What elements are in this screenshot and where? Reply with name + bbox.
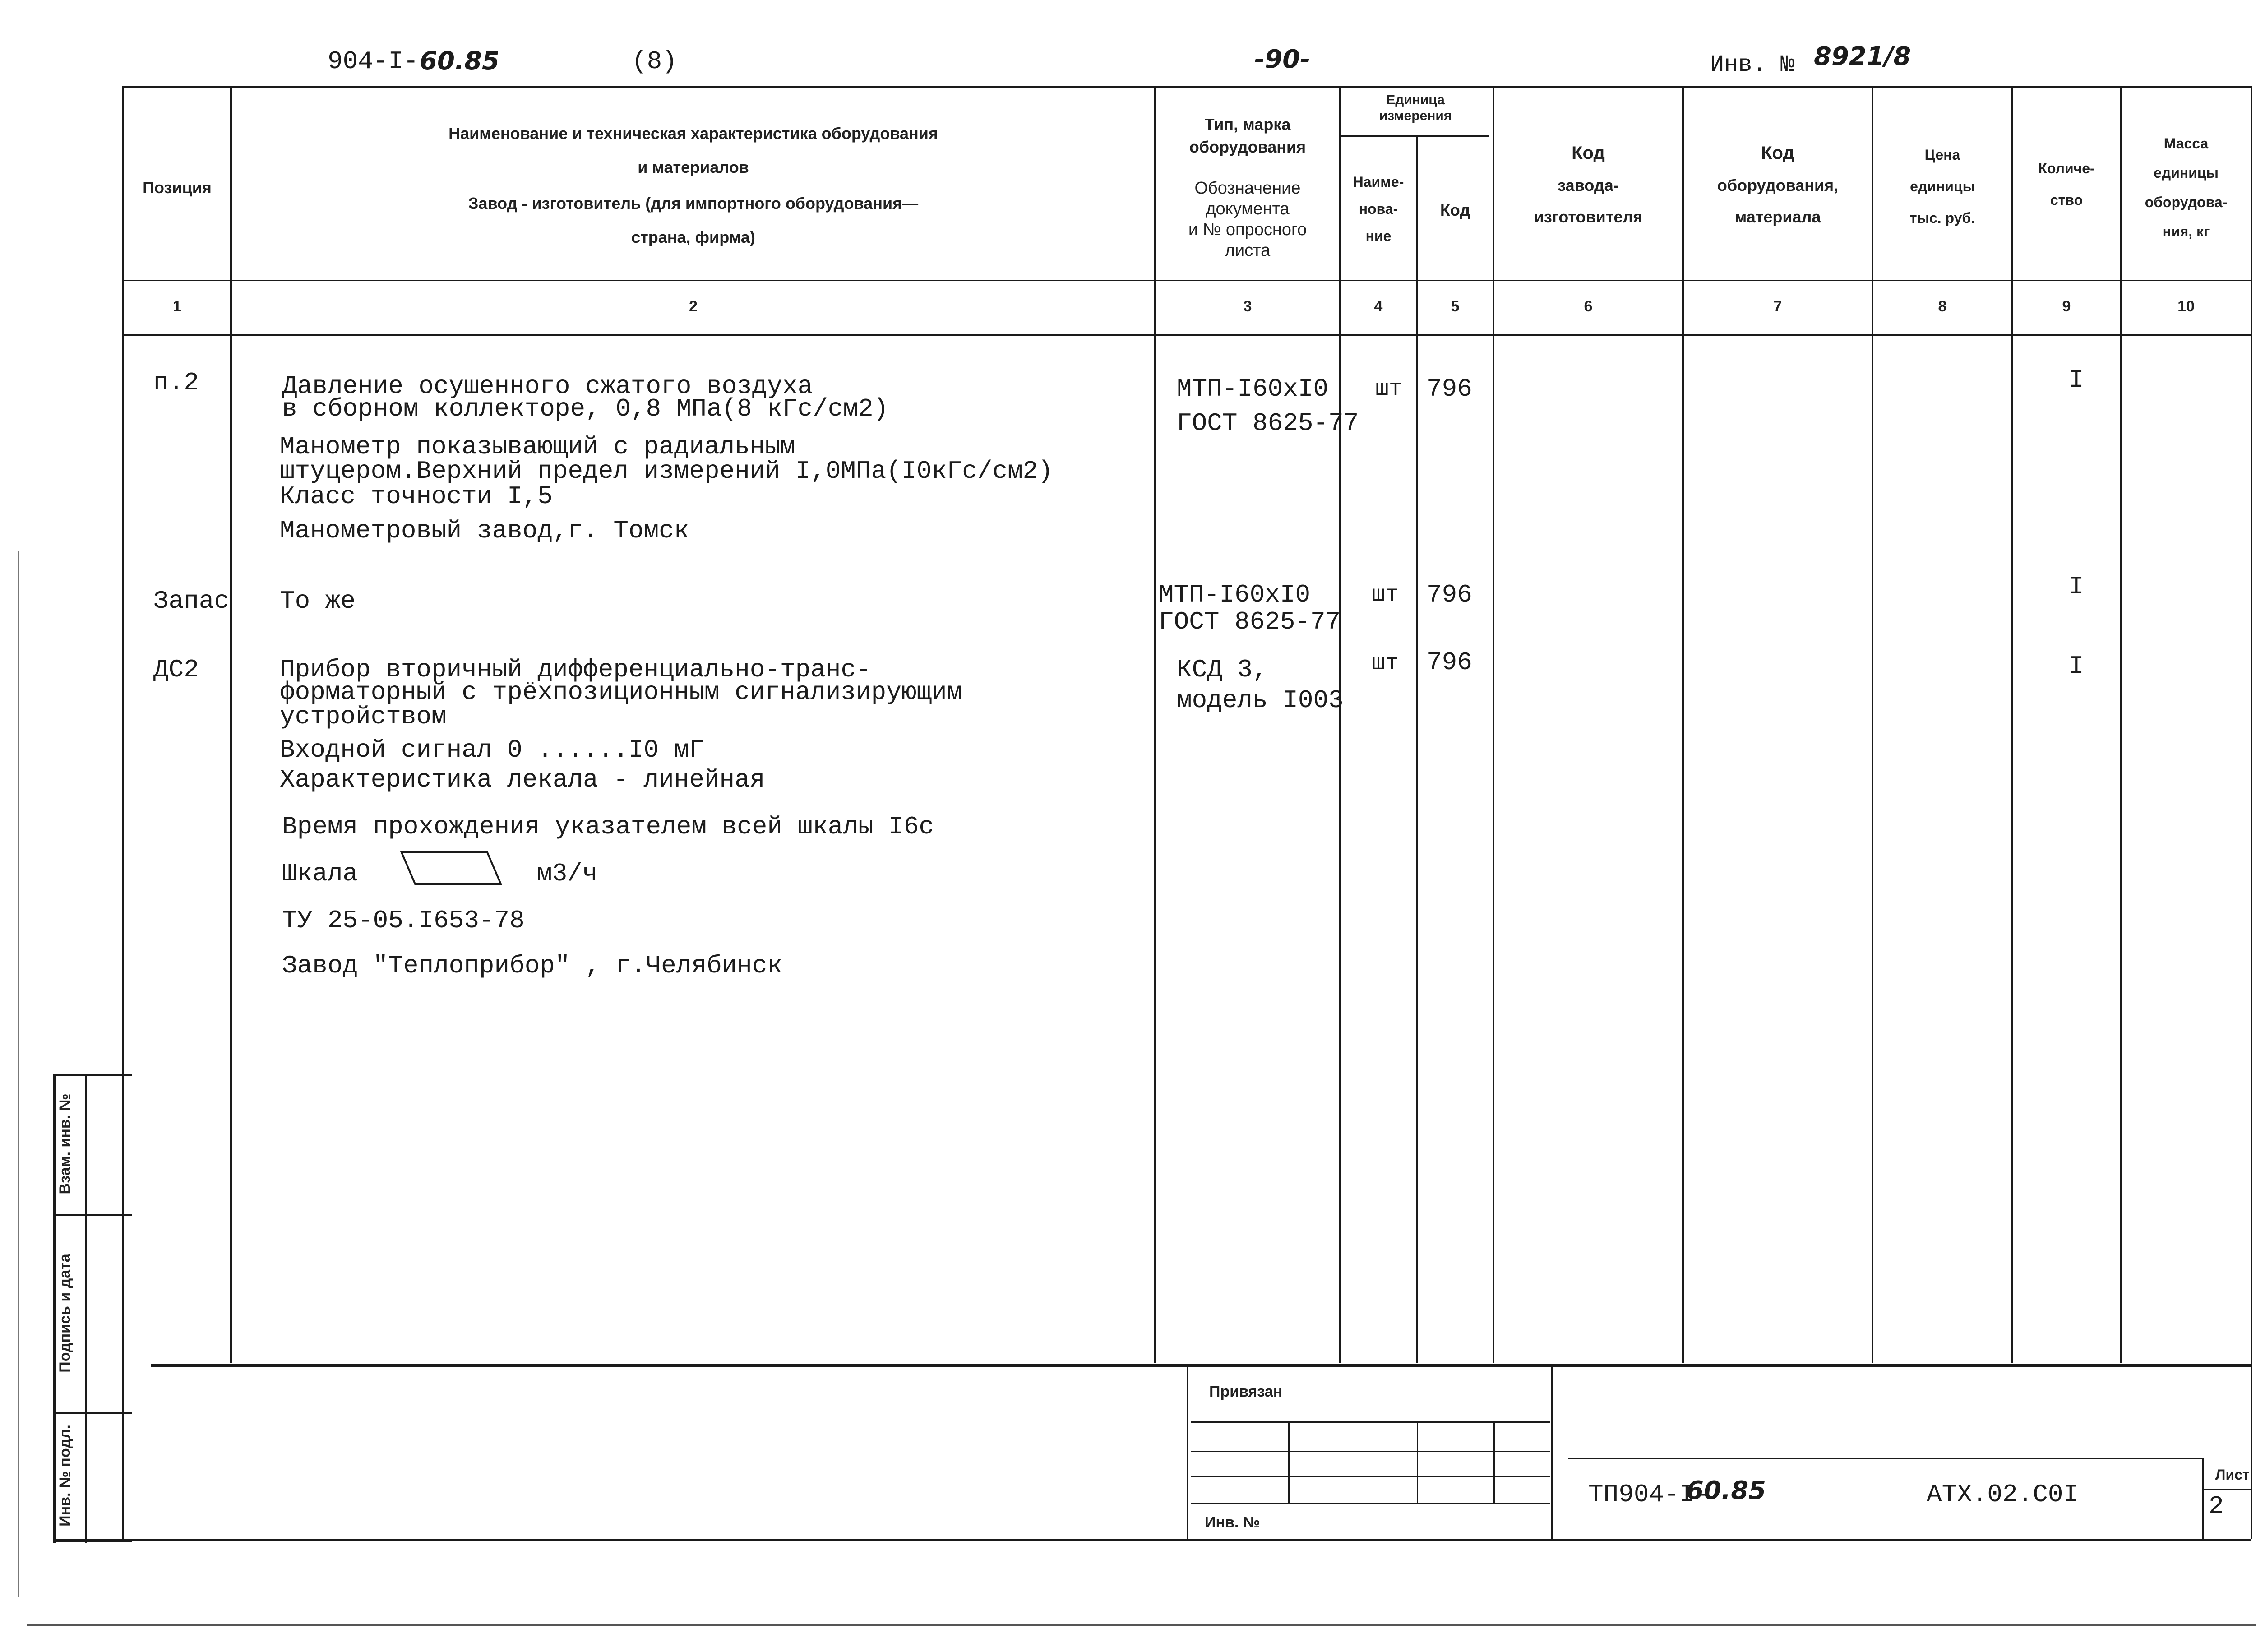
table-top-border xyxy=(122,86,2251,88)
row1-desc-2: в сборном коллекторе, 0,8 МПа(8 кГс/см2) xyxy=(282,394,889,423)
header-plant-l3: изготовителя xyxy=(1534,208,1643,226)
header-mass-l2: единицы xyxy=(2154,165,2219,181)
col-line-2 xyxy=(1154,86,1156,1363)
header-bottom-line xyxy=(122,280,2251,281)
row1-desc-6: Манометровый завод,г. Томск xyxy=(280,516,689,545)
header-name-l1: Наименование и техническая характеристика оборудования xyxy=(448,124,938,143)
binding-line-4 xyxy=(1191,1503,1550,1504)
col-num-8: 8 xyxy=(1938,298,1947,315)
col-num-3: 3 xyxy=(1243,298,1252,315)
col-line-5 xyxy=(1493,86,1494,1363)
sheet-box-left xyxy=(2202,1458,2204,1539)
header-unit-code: Код xyxy=(1440,201,1470,219)
row1-position: п.2 xyxy=(153,368,199,397)
header-unit-l1: Единица xyxy=(1386,93,1445,107)
doc-code-prefix: ТП904-I- xyxy=(1588,1480,1710,1509)
side-label-vzam: Взам. инв. № xyxy=(56,1093,74,1194)
row3-desc-7b: м3/ч xyxy=(537,859,598,888)
title-block-bottom-line xyxy=(53,1539,2251,1541)
side-stamp-outer-line xyxy=(53,1074,56,1543)
header-unit-name-l1: Наиме- xyxy=(1353,174,1404,190)
row1-code: 796 xyxy=(1427,375,1472,403)
row1-desc-5: Класс точности I,5 xyxy=(280,482,553,511)
sheet-label: Лист xyxy=(2215,1467,2250,1483)
table-right-border xyxy=(2251,86,2252,1539)
binding-label: Привязан xyxy=(1209,1383,1283,1400)
title-block-top-line xyxy=(151,1364,2251,1367)
binding-vline-2 xyxy=(1417,1421,1418,1503)
binding-box-left xyxy=(1187,1365,1188,1541)
header-equip-l3: материала xyxy=(1734,208,1821,226)
row3-desc-8: ТУ 25-05.I653-78 xyxy=(282,906,525,935)
row1-type-1: МТП-I60хI0 xyxy=(1177,375,1329,403)
inv-label: Инв. № xyxy=(1710,51,1795,78)
header-type-l3: Обозначение xyxy=(1194,179,1301,198)
doc-code-hand: 60.85 xyxy=(1686,1476,1766,1505)
side-stamp-inner-line xyxy=(85,1074,87,1543)
col-line-3 xyxy=(1339,86,1341,1363)
row1-type-2: ГОСТ 8625-77 xyxy=(1177,409,1359,438)
sheet-box-divider xyxy=(2202,1489,2251,1490)
header-type-l6: листа xyxy=(1225,241,1271,260)
header-position: Позиция xyxy=(143,178,212,197)
row3-desc-7a: Шкала xyxy=(282,859,358,888)
row3-desc-5: Характеристика лекала - линейная xyxy=(280,765,765,794)
header-price-l2: единицы xyxy=(1910,178,1975,194)
doc-code-number: АТХ.02.С0I xyxy=(1927,1480,2079,1509)
header-name-l4: страна, фирма) xyxy=(631,228,755,246)
header-mass-l3: оборудова- xyxy=(2145,194,2228,210)
col-num-4: 4 xyxy=(1374,298,1383,315)
col-line-9 xyxy=(2120,86,2122,1363)
page-number: -90- xyxy=(1254,45,1311,74)
header-unit-l2: измерения xyxy=(1379,108,1452,123)
unit-subheader-line xyxy=(1340,135,1489,137)
header-type-l1: Тип, марка xyxy=(1204,115,1291,134)
header-qty-l1: Количе- xyxy=(2038,160,2095,176)
row3-desc-4: Входной сигнал 0 ......I0 мГ xyxy=(280,736,704,764)
sheet-paren: (8) xyxy=(632,47,677,76)
col-num-10: 10 xyxy=(2177,298,2195,315)
row3-desc-6: Время прохождения указателем всей шкалы I6с xyxy=(282,812,934,841)
binding-inv-label: Инв. № xyxy=(1205,1514,1260,1531)
series-prefix: 904-I- xyxy=(328,47,419,76)
header-mass-l1: Масса xyxy=(2164,135,2209,152)
row3-desc-9: Завод "Теплоприбор" , г.Челябинск xyxy=(282,951,782,980)
header-plant-l2: завода- xyxy=(1558,176,1619,194)
row2-type-2: ГОСТ 8625-77 xyxy=(1159,607,1341,636)
col-num-5: 5 xyxy=(1451,298,1460,315)
header-unit-name-l2: нова- xyxy=(1359,201,1398,217)
row1-desc-4: штуцером.Верхний предел измерений I,0МПа(I0кГс/см2) xyxy=(280,457,1053,486)
row3-type-2: модель I003 xyxy=(1177,686,1344,715)
col-num-9: 9 xyxy=(2062,298,2071,315)
header-type-l4: документа xyxy=(1206,199,1290,218)
header-mass-l4: ния, кг xyxy=(2162,223,2210,240)
header-type-l2: оборудования xyxy=(1189,138,1306,156)
row2-position: Запас xyxy=(153,587,230,615)
row3-position: ДС2 xyxy=(153,655,199,684)
col-num-6: 6 xyxy=(1584,298,1593,315)
doc-code-line xyxy=(1568,1458,2202,1459)
col-line-8 xyxy=(2011,86,2013,1363)
binding-vline-1 xyxy=(1288,1421,1290,1503)
header-equip-l1: Код xyxy=(1761,143,1794,163)
row1-qty: I xyxy=(2069,366,2084,394)
row3-code: 796 xyxy=(1427,648,1472,677)
inv-value: 8921/8 xyxy=(1814,42,1911,71)
row3-desc-3: устройством xyxy=(280,702,447,731)
side-label-podpis: Подпись и дата xyxy=(56,1254,74,1373)
header-unit-name-l3: ние xyxy=(1365,228,1392,244)
side-label-invpodl: Инв. № подл. xyxy=(56,1425,74,1527)
row3-type-1: КСД 3, xyxy=(1177,655,1268,684)
row1-unit: шт xyxy=(1375,376,1403,402)
scan-edge-bottom xyxy=(27,1624,2256,1626)
binding-line-2 xyxy=(1191,1451,1550,1452)
table-left-border xyxy=(122,86,124,1539)
header-price-l3: тыс. руб. xyxy=(1909,210,1975,226)
col-num-2: 2 xyxy=(689,298,698,315)
col-line-7 xyxy=(1872,86,1873,1363)
row3-desc-1: Прибор вторичный дифференциально-транс- xyxy=(280,655,871,684)
row1-desc-1: Давление осушенного сжатого воздуха xyxy=(282,372,813,401)
col-line-1 xyxy=(230,86,232,1363)
header-type-l5: и № опросного xyxy=(1188,220,1307,239)
col-line-6 xyxy=(1682,86,1684,1363)
row2-desc-1: То же xyxy=(280,587,356,615)
col-line-4 xyxy=(1416,135,1418,1363)
binding-line-1 xyxy=(1191,1421,1550,1423)
scale-blank-box xyxy=(397,850,505,886)
col-num-1: 1 xyxy=(173,298,181,315)
row2-code: 796 xyxy=(1427,580,1472,609)
row3-desc-2: форматорный с трёхпозиционным сигнализирующим xyxy=(280,678,962,707)
header-equip-l2: оборудования, xyxy=(1717,176,1839,194)
col-num-7: 7 xyxy=(1773,298,1782,315)
row2-type-1: МТП-I60хI0 xyxy=(1159,580,1311,609)
row1-desc-3: Манометр показывающий с радиальным xyxy=(280,432,795,461)
scan-edge-left xyxy=(18,551,19,1597)
binding-line-3 xyxy=(1191,1476,1550,1477)
binding-vline-3 xyxy=(1493,1421,1495,1503)
series-handwritten: 60.85 xyxy=(420,46,500,76)
header-plant-l1: Код xyxy=(1572,143,1605,163)
header-name-l3: Завод - изготовитель (для импортного оборудования— xyxy=(468,194,919,213)
column-numbers-bottom-line xyxy=(122,334,2251,336)
row3-qty: I xyxy=(2069,652,2084,680)
binding-box-right xyxy=(1551,1365,1553,1541)
row2-unit: шт xyxy=(1372,582,1399,608)
sheet-value: 2 xyxy=(2209,1492,2224,1521)
header-name-l2: и материалов xyxy=(638,158,749,176)
row2-qty: I xyxy=(2069,572,2084,601)
header-price-l1: Цена xyxy=(1924,147,1960,163)
header-qty-l2: ство xyxy=(2050,192,2083,208)
row3-unit: шт xyxy=(1372,651,1399,676)
